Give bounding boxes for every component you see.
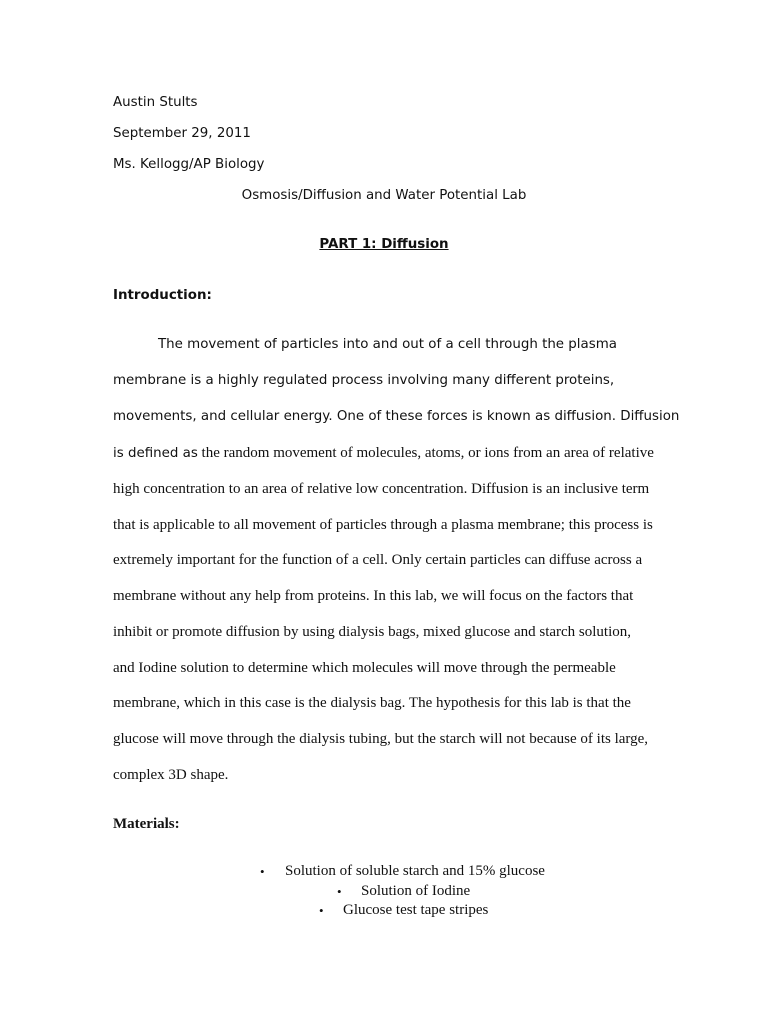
- intro-line-8: membrane without any help from proteins. In this lab, we will focus on the factors that: [113, 588, 634, 604]
- list-item: [0, 901, 768, 921]
- list-item-text: Solution of Iodine: [361, 882, 471, 899]
- intro-line-9: inhibit or promote diffusion by using dialysis bags, mixed glucose and starch solution,: [113, 624, 632, 640]
- intro-line-7: extremely important for the function of a cell. Only certain particles can diffuse across a: [113, 552, 643, 568]
- intro-line-10: and Iodine solution to determine which molecules will move through the permeable: [113, 660, 616, 676]
- class-line: Ms. Kellogg/AP Biology: [113, 157, 265, 172]
- introduction-heading: Introduction:: [113, 288, 212, 303]
- author-name: Austin Stults: [113, 95, 198, 110]
- list-item: [0, 862, 768, 882]
- intro-line-1: The movement of particles into and out of a cell through the plasma: [158, 337, 617, 352]
- intro-line-4-serif: the random movement of molecules, atoms, or ions from an area of relative: [197, 445, 654, 461]
- list-item-text: Solution of soluble starch and 15% glucose: [285, 863, 545, 879]
- bullet-icon: •: [319, 903, 324, 918]
- document-title: Osmosis/Diffusion and Water Potential Lab: [241, 188, 527, 203]
- document-date: September 29, 2011: [113, 126, 251, 141]
- intro-line-4: [113, 443, 654, 464]
- materials-list: [0, 862, 768, 921]
- materials-heading: Materials:: [113, 816, 180, 832]
- intro-line-3: movements, and cellular energy. One of these forces is known as diffusion. Diffusion: [113, 409, 680, 424]
- intro-line-5: high concentration to an area of relative low concentration. Diffusion is an inclusive term: [113, 481, 650, 497]
- intro-line-11: membrane, which in this case is the dialysis bag. The hypothesis for this lab is that the: [113, 695, 631, 711]
- bullet-icon: •: [260, 864, 265, 879]
- intro-line-4-sans: is defined as: [113, 446, 198, 461]
- intro-line-13: complex 3D shape.: [113, 767, 229, 783]
- intro-line-6: that is applicable to all movement of particles through a plasma membrane; this process is: [113, 517, 653, 533]
- part-heading: PART 1: Diffusion: [319, 237, 449, 252]
- bullet-icon: •: [337, 883, 342, 899]
- list-item-text: Glucose test tape stripes: [343, 902, 489, 918]
- intro-line-2: membrane is a highly regulated process involving many different proteins,: [113, 373, 615, 388]
- intro-line-12: glucose will move through the dialysis tubing, but the starch will not because of its large,: [113, 731, 649, 747]
- list-item: [0, 882, 768, 902]
